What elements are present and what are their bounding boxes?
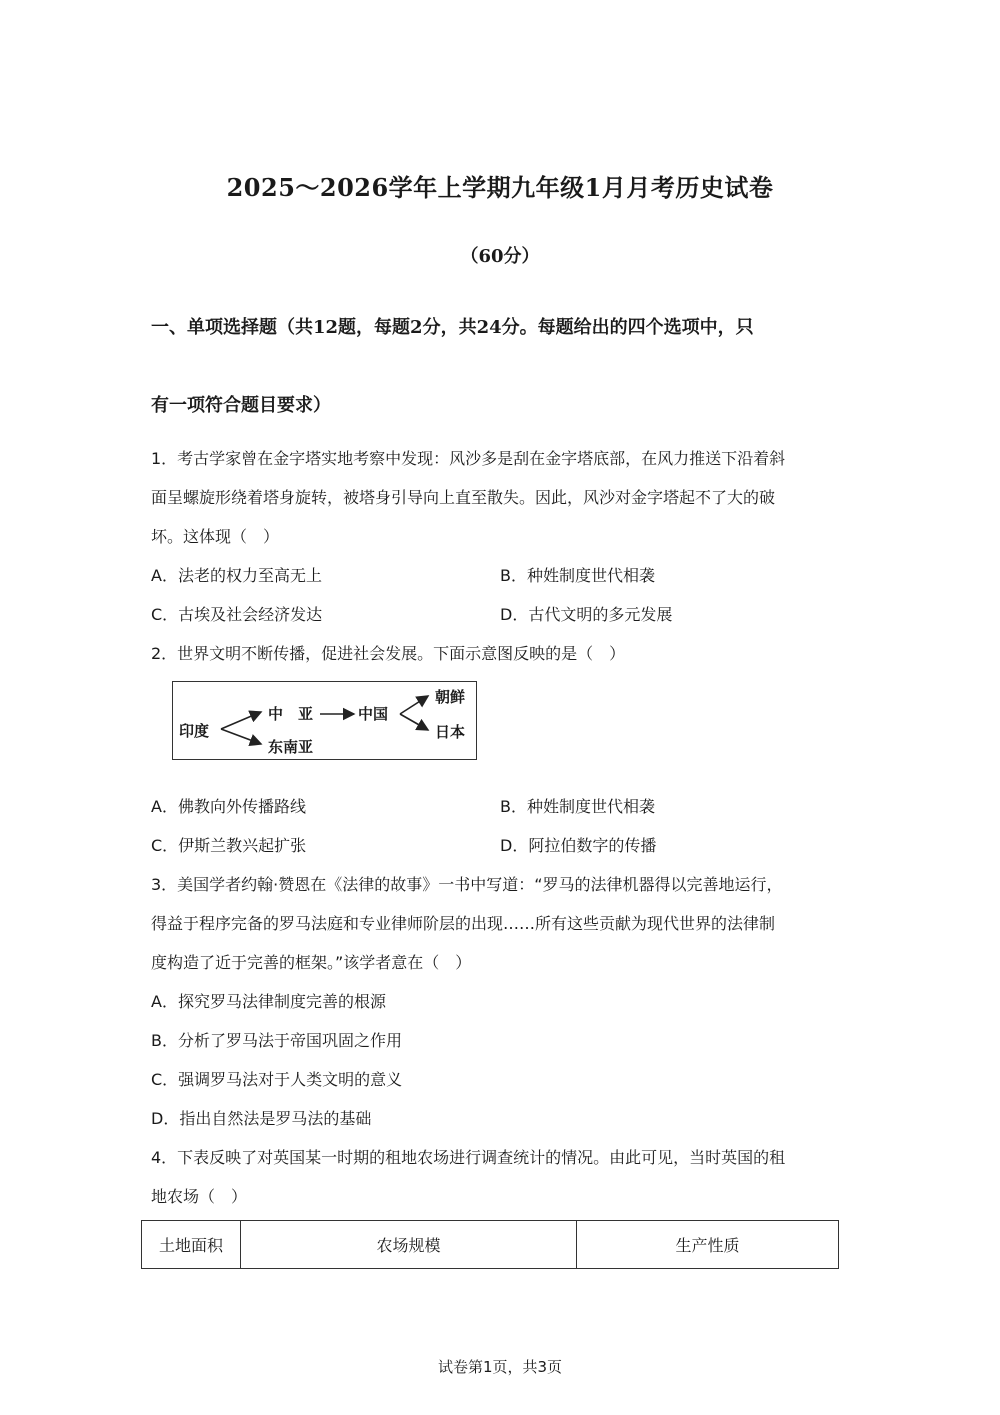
section-heading-line2: 有一项符合题目要求） — [151, 395, 331, 416]
q2-option-a[interactable]: A．佛教向外传播路线 — [151, 797, 306, 816]
table-header-row — [142, 1221, 839, 1269]
q3-stem-line3: 度构造了近于完善的框架。”该学者意在（ ） — [151, 953, 472, 972]
header-farm-scale: 农场规模 — [241, 1221, 577, 1269]
q1-option-a[interactable]: A．法老的权力至高无上 — [151, 566, 322, 585]
q2-option-c[interactable]: C．伊斯兰教兴起扩张 — [151, 836, 307, 855]
q3-option-b[interactable]: B．分析了罗马法于帝国巩固之作用 — [151, 1031, 402, 1050]
q1-option-d[interactable]: D．古代文明的多元发展 — [500, 605, 673, 624]
header-production-nature: 生产性质 — [577, 1221, 839, 1269]
arrow-india-to-southeast-asia — [221, 729, 261, 744]
q1-stem-line1: 1．考古学家曾在金字塔实地考察中发现：风沙多是刮在金字塔底部，在风力推送下沿着斜 — [151, 449, 786, 468]
label-central-asia: 中 亚 — [268, 705, 314, 723]
q3-option-a[interactable]: A．探究罗马法律制度完善的根源 — [151, 992, 386, 1011]
label-korea: 朝鲜 — [435, 688, 466, 706]
arrow-china-to-japan — [400, 714, 428, 730]
q2-stem: 2．世界文明不断传播，促进社会发展。下面示意图反映的是（ ） — [151, 644, 626, 663]
q3-option-d[interactable]: D．指出自然法是罗马法的基础 — [151, 1109, 372, 1128]
label-china: 中国 — [358, 705, 389, 723]
q4-stem-line1: 4．下表反映了对英国某一时期的租地农场进行调查统计的情况。由此可见，当时英国的租 — [151, 1148, 786, 1167]
q3-option-c[interactable]: C．强调罗马法对于人类文明的意义 — [151, 1070, 403, 1089]
q2-option-b[interactable]: B．种姓制度世代相袭 — [500, 797, 655, 816]
buddhism-spread-diagram — [172, 681, 477, 760]
q4-stem-line2: 地农场（ ） — [151, 1187, 248, 1206]
diagram-arrows — [173, 682, 478, 761]
section-heading-line1: 一、单项选择题（共12题，每题2分，共24分。每题给出的四个选项中，只 — [151, 317, 754, 338]
label-india: 印度 — [179, 722, 210, 740]
label-southeast-asia: 东南亚 — [268, 738, 314, 756]
page-footer: 试卷第1页，共3页 — [437, 1358, 563, 1376]
q1-stem-line2: 面呈螺旋形绕着塔身旋转，被塔身引导向上直至散失。因此，风沙对金字塔起不了大的破 — [151, 488, 776, 507]
total-score: （60分） — [460, 246, 540, 267]
q1-stem-line3: 坏。这体现（ ） — [151, 527, 280, 546]
farm-survey-table — [141, 1220, 839, 1269]
q1-option-b[interactable]: B．种姓制度世代相袭 — [500, 566, 655, 585]
arrow-india-to-central-asia — [221, 712, 261, 729]
arrow-china-to-korea — [400, 696, 428, 714]
exam-title: 2025～2026学年上学期九年级1月月考历史试卷 — [226, 173, 774, 202]
q3-stem-line1: 3．美国学者约翰·赞恩在《法律的故事》一书中写道：“罗马的法律机器得以完善地运行， — [151, 875, 783, 894]
header-land-area: 土地面积 — [142, 1221, 241, 1269]
q1-option-c[interactable]: C．古埃及社会经济发达 — [151, 605, 323, 624]
q2-option-d[interactable]: D．阿拉伯数字的传播 — [500, 836, 657, 855]
label-japan: 日本 — [435, 723, 466, 741]
q3-stem-line2: 得益于程序完备的罗马法庭和专业律师阶层的出现……所有这些贡献为现代世界的法律制 — [151, 914, 776, 933]
